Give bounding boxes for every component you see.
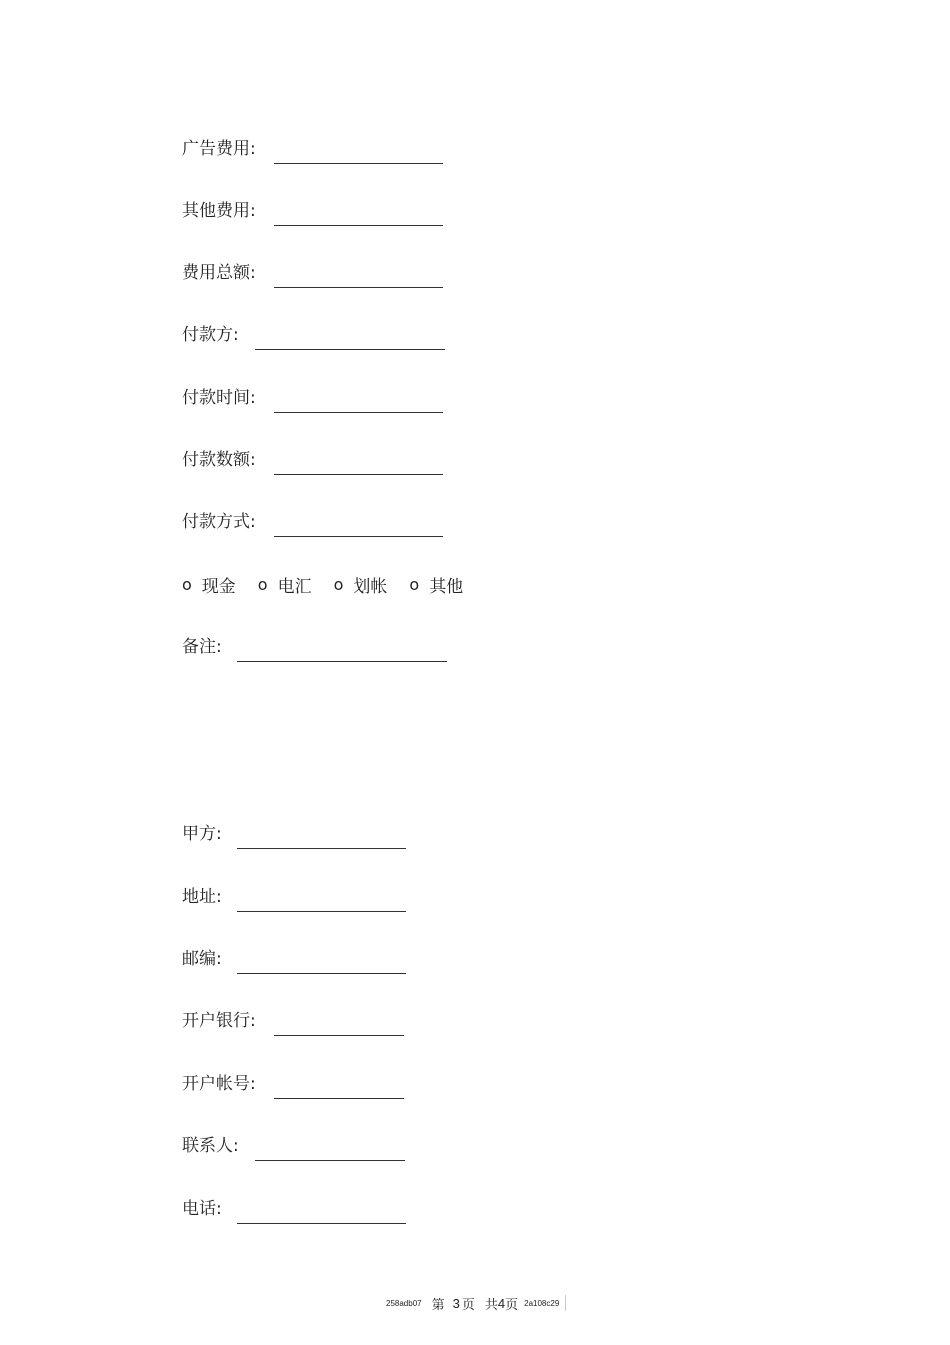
footer-total-prefix: 共 xyxy=(484,1297,498,1313)
bank-blank[interactable] xyxy=(274,1015,404,1036)
field-label: 备注: xyxy=(182,637,222,657)
other-cost-blank[interactable] xyxy=(274,205,443,226)
footer-total-number: 4 xyxy=(497,1295,506,1311)
footer-divider xyxy=(565,1295,566,1311)
field-payment-amount xyxy=(182,447,443,471)
field-contact xyxy=(182,1133,405,1157)
payer-blank[interactable] xyxy=(255,329,445,350)
field-label: 开户帐号: xyxy=(182,1074,256,1094)
field-address xyxy=(182,884,406,908)
field-label: 广告费用: xyxy=(182,139,256,159)
field-label: 电话: xyxy=(182,1199,222,1219)
payment-options xyxy=(182,572,485,596)
field-payment-method xyxy=(182,509,443,533)
option-label: 现金 xyxy=(201,576,236,597)
field-party-a xyxy=(182,821,406,845)
field-label: 甲方: xyxy=(182,824,222,844)
field-label: 地址: xyxy=(182,887,222,907)
field-remark xyxy=(182,634,447,658)
field-label: 付款数额: xyxy=(182,450,256,470)
field-label: 开户银行: xyxy=(182,1011,256,1031)
total-cost-blank[interactable] xyxy=(274,267,443,288)
footer-page-number: 3 xyxy=(452,1295,460,1311)
field-bank xyxy=(182,1008,404,1032)
field-phone xyxy=(182,1196,406,1220)
option-bank-transfer[interactable] xyxy=(334,572,388,597)
payment-amount-blank[interactable] xyxy=(274,454,443,475)
footer-left-code: 258adb07 xyxy=(386,1298,422,1308)
field-label: 费用总额: xyxy=(182,263,256,283)
field-label: 其他费用: xyxy=(182,201,256,221)
postcode-blank[interactable] xyxy=(237,953,406,974)
footer-page-prefix: 第 xyxy=(431,1297,445,1313)
payment-method-blank[interactable] xyxy=(274,516,443,537)
contact-blank[interactable] xyxy=(255,1140,405,1161)
option-label: 划帐 xyxy=(353,576,388,597)
field-payer xyxy=(182,322,445,346)
ad-cost-blank[interactable] xyxy=(274,143,443,164)
footer-page-suffix: 页 xyxy=(461,1297,475,1313)
option-label: 其他 xyxy=(429,576,464,597)
option-wire-transfer[interactable] xyxy=(258,572,312,597)
field-label: 联系人: xyxy=(182,1136,239,1156)
checkbox-icon[interactable]: o xyxy=(333,574,344,594)
option-label: 电汇 xyxy=(277,576,312,597)
field-account xyxy=(182,1071,404,1095)
payment-time-blank[interactable] xyxy=(274,392,443,413)
field-label: 付款时间: xyxy=(182,388,256,408)
checkbox-icon[interactable]: o xyxy=(409,574,420,594)
option-cash[interactable] xyxy=(182,572,236,597)
party-a-blank[interactable] xyxy=(237,828,406,849)
field-total-cost xyxy=(182,260,443,284)
field-ad-cost xyxy=(182,136,443,160)
footer-total-suffix: 页 xyxy=(505,1297,519,1313)
footer-right-code: 2a108c29 xyxy=(524,1298,560,1308)
field-label: 付款方式: xyxy=(182,512,256,532)
account-blank[interactable] xyxy=(274,1078,404,1099)
checkbox-icon[interactable]: o xyxy=(257,574,268,594)
option-other[interactable] xyxy=(409,572,463,597)
field-label: 付款方: xyxy=(182,325,239,345)
field-other-cost xyxy=(182,198,443,222)
field-payment-time xyxy=(182,385,443,409)
page-footer xyxy=(386,1293,566,1313)
field-label: 邮编: xyxy=(182,949,222,969)
checkbox-icon[interactable]: o xyxy=(182,574,192,594)
field-postcode xyxy=(182,946,406,970)
phone-blank[interactable] xyxy=(237,1203,406,1224)
remark-blank[interactable] xyxy=(237,641,447,662)
address-blank[interactable] xyxy=(237,891,406,912)
